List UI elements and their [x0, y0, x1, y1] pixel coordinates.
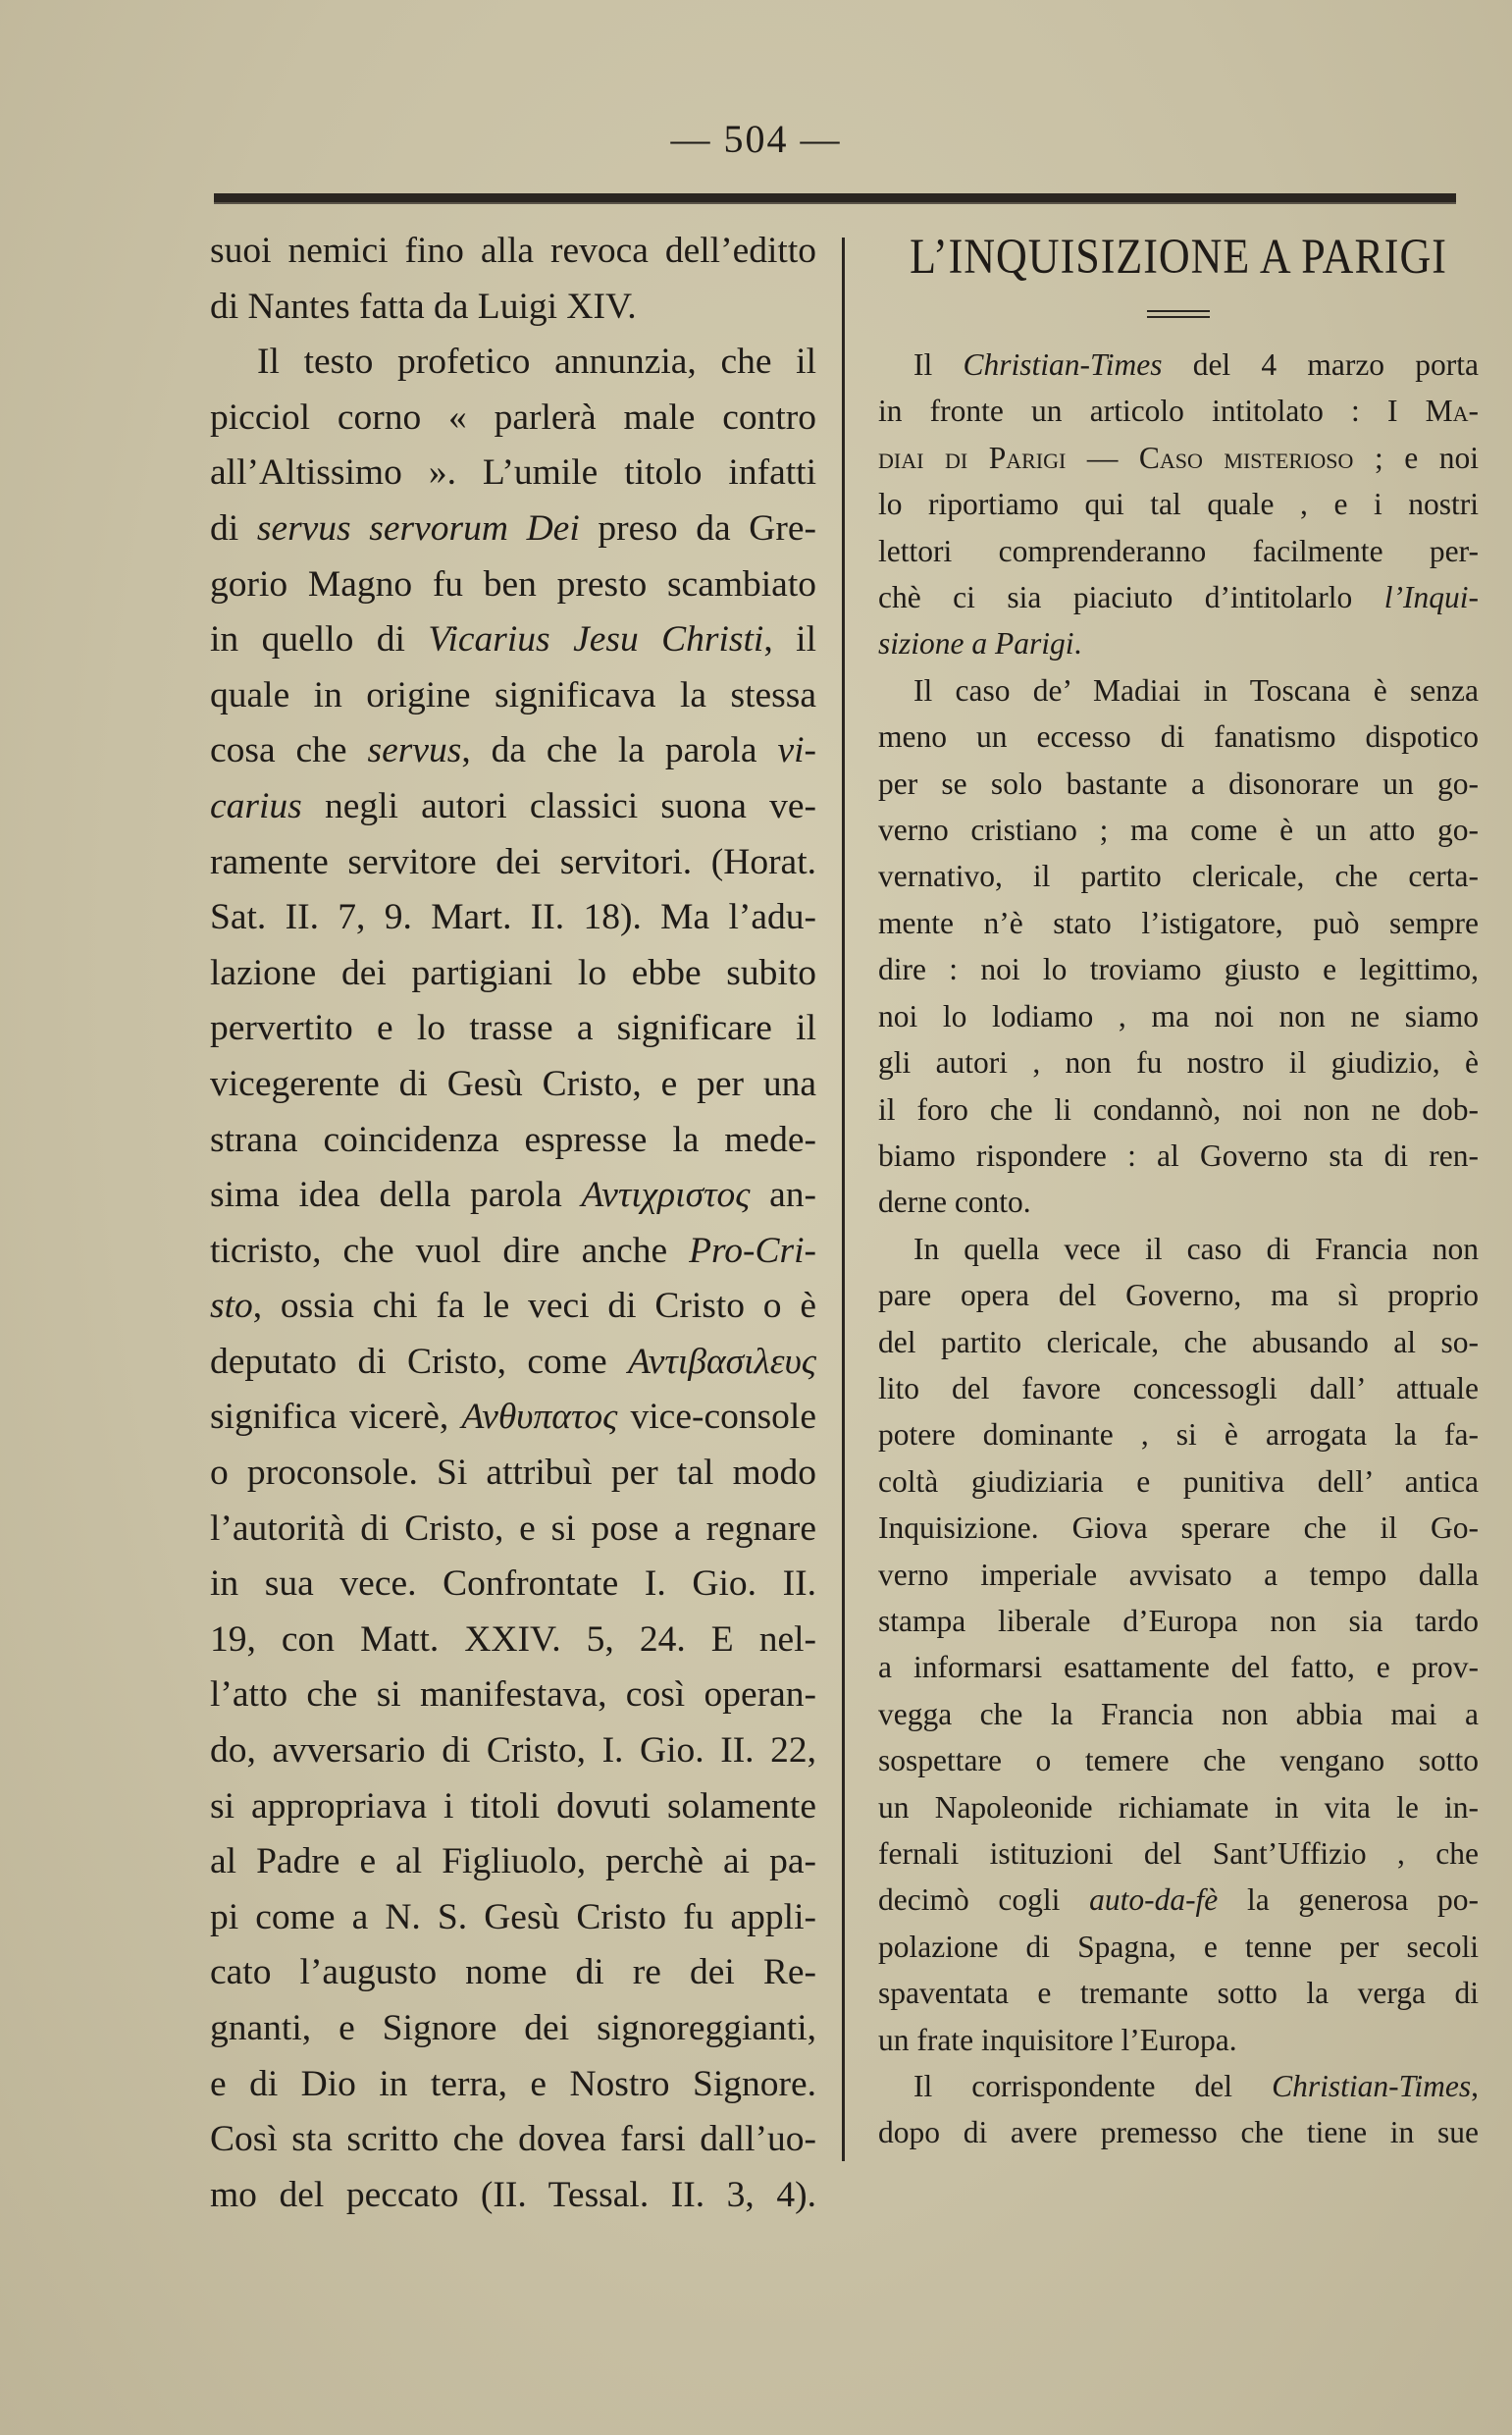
left-column-line: sto, ossia chi fa le veci di Cristo o è: [210, 1286, 816, 1327]
right-column-body: [878, 342, 1479, 2156]
right-column-line: mente n’è stato l’istigatore, può sempre: [878, 905, 1479, 940]
right-column-line: dopo di avere premesso che tiene in sue: [878, 2115, 1479, 2150]
right-column-line: In quella vece il caso di Francia non: [913, 1231, 1479, 1266]
left-column-line: di Nantes fatta da Luigi XIV.: [210, 286, 637, 327]
right-column-line: biamo rispondere : al Governo sta di ren-: [878, 1138, 1479, 1173]
right-column-line: meno un eccesso di fanatismo dispotico: [878, 719, 1479, 755]
article-title: L’INQUISIZIONE A PARIGI: [910, 229, 1447, 285]
right-column-line: gli autori , non fu nostro il giudizio, è: [878, 1045, 1479, 1081]
title-rule: [1147, 310, 1210, 318]
left-column-line: all’Altissimo ». L’umile titolo infatti: [210, 452, 816, 494]
left-column-line: vicegerente di Gesù Cristo, e per una: [210, 1063, 816, 1104]
left-column-line: Sat. II. 7, 9. Mart. II. 18). Ma l’adu-: [210, 897, 816, 938]
right-column-line: diai di Parigi — Caso misterioso ; e noi: [878, 440, 1479, 475]
right-column-line: coltà giudiziaria e punitiva dell’ antica: [878, 1463, 1479, 1499]
left-column-line: deputato di Cristo, come Αντιβασιλευς: [210, 1341, 816, 1382]
right-column-line: Inquisizione. Giova sperare che il Go-: [878, 1510, 1479, 1546]
right-column-line: stampa liberale d’Europa non sia tardo: [878, 1603, 1479, 1638]
left-column-line: al Padre e al Figliuolo, perchè ai pa-: [210, 1841, 816, 1882]
left-column-line: do, avversario di Cristo, I. Gio. II. 22,: [210, 1730, 816, 1772]
column-divider: [842, 238, 845, 2161]
right-column-line: in fronte un articolo intitolato : I Ma-: [878, 394, 1479, 429]
left-column-line: significa vicerè, Ανθυπατος vice-console: [210, 1397, 816, 1438]
right-column-line: Il corrispondente del Christian-Times,: [913, 2069, 1479, 2104]
right-column-line: Il Christian-Times del 4 marzo porta: [913, 347, 1479, 382]
right-column-line: del partito clericale, che abusando al so-: [878, 1324, 1479, 1359]
left-column-line: sima idea della parola Αντιχριστος an-: [210, 1175, 816, 1216]
left-column-line: in quello di Vicarius Jesu Christi, il: [210, 619, 816, 661]
right-column-line: potere dominante , si è arrogata la fa-: [878, 1417, 1479, 1453]
left-column-line: lazione dei partigiani lo ebbe subito: [210, 952, 816, 993]
right-column-line: un frate inquisitore l’Europa.: [878, 2022, 1237, 2057]
right-column-line: chè ci sia piaciuto d’intitolarlo l’Inqui-: [878, 580, 1479, 615]
left-column-line: ticristo, che vuol dire anche Pro-Cri-: [210, 1230, 816, 1271]
left-column-line: l’autorità di Cristo, e si pose a regnare: [210, 1508, 816, 1549]
right-column-line: sospettare o temere che vengano sotto: [878, 1743, 1479, 1778]
left-column-line: gnanti, e Signore dei signoreggianti,: [210, 2008, 816, 2048]
right-column-line: un Napoleonide richiamate in vita le in-: [878, 1789, 1479, 1825]
left-column-line: gorio Magno fu ben presto scambiato: [210, 563, 816, 605]
left-column-line: mo del peccato (II. Tessal. II. 3, 4).: [210, 2174, 816, 2215]
right-column-line: noi lo lodiamo , ma noi non ne siamo: [878, 998, 1479, 1033]
right-column-line: vegga che la Francia non abbia mai a: [878, 1696, 1479, 1731]
left-column-line: pervertito e lo trasse a significare il: [210, 1008, 816, 1049]
right-column-line: verno cristiano ; ma come è un atto go-: [878, 813, 1479, 848]
left-column-line: Il testo profetico annunzia, che il: [257, 342, 816, 383]
right-column: [878, 224, 1479, 2156]
right-column-line: a informarsi esattamente del fatto, e prov-: [878, 1650, 1479, 1685]
right-column-line: verno imperiale avvisato a tempo dalla: [878, 1557, 1479, 1592]
left-column-line: suoi nemici fino alla revoca dell’editto: [210, 231, 816, 271]
left-column-line: l’atto che si manifestava, così operan-: [210, 1674, 816, 1716]
left-column-line: ramente servitore dei servitori. (Horat.: [210, 841, 816, 882]
right-column-line: polazione di Spagna, e tenne per secoli: [878, 1929, 1479, 1964]
right-column-line: dire : noi lo troviamo giusto e legittimo,: [878, 952, 1479, 987]
right-column-line: lettori comprenderanno facilmente per-: [878, 533, 1479, 568]
left-column-line: 19, con Matt. XXIV. 5, 24. E nel-: [210, 1618, 816, 1660]
right-column-line: derne conto.: [878, 1185, 1031, 1220]
right-column-line: lo riportiamo qui tal quale , e i nostri: [878, 487, 1479, 522]
left-column-line: pi come a N. S. Gesù Cristo fu appli-: [210, 1896, 816, 1937]
right-column-line: spaventata e tremante sotto la verga di: [878, 1976, 1479, 2011]
right-column-line: decimò cogli auto-da-fè la generosa po-: [878, 1882, 1480, 1918]
left-column-line: in sua vece. Confrontate I. Gio. II.: [210, 1563, 816, 1605]
right-column-line: Il caso de’ Madiai in Toscana è senza: [913, 672, 1479, 708]
left-column-line: cato l’augusto nome di re dei Re-: [210, 1952, 816, 1993]
left-column-line: Così sta scritto che dovea farsi dall’uo-: [210, 2119, 816, 2160]
left-column-line: strana coincidenza espresse la mede-: [210, 1119, 816, 1160]
left-column-line: e di Dio in terra, e Nostro Signore.: [210, 2063, 816, 2104]
right-column-line: fernali istituzioni del Sant’Uffizio , che: [878, 1836, 1479, 1871]
right-column-line: vernativo, il partito clericale, che certa-: [878, 859, 1479, 894]
right-column-line: sizione a Parigi.: [878, 626, 1082, 662]
left-column-line: di servus servorum Dei preso da Gre-: [210, 507, 816, 549]
right-column-line: lito del favore concessogli dall’ attuale: [878, 1370, 1479, 1405]
left-column-line: quale in origine significava la stessa: [210, 674, 816, 715]
right-column-line: pare opera del Governo, ma sì proprio: [878, 1278, 1479, 1313]
left-column-line: cosa che servus, da che la parola vi-: [210, 730, 816, 771]
right-column-line: il foro che li condannò, noi non ne dob-: [878, 1091, 1479, 1127]
left-column: [210, 224, 816, 2223]
left-column-line: si appropriava i titoli dovuti solamente: [210, 1785, 816, 1826]
page-number: — 504 —: [670, 117, 842, 161]
left-column-line: o proconsole. Si attribuì per tal modo: [210, 1453, 816, 1494]
left-column-line: carius negli autori classici suona ve-: [210, 785, 816, 826]
header-rule: [214, 193, 1456, 204]
left-column-line: picciol corno « parlerà male contro: [210, 397, 816, 438]
right-column-line: per se solo bastante a disonorare un go-: [878, 766, 1479, 801]
